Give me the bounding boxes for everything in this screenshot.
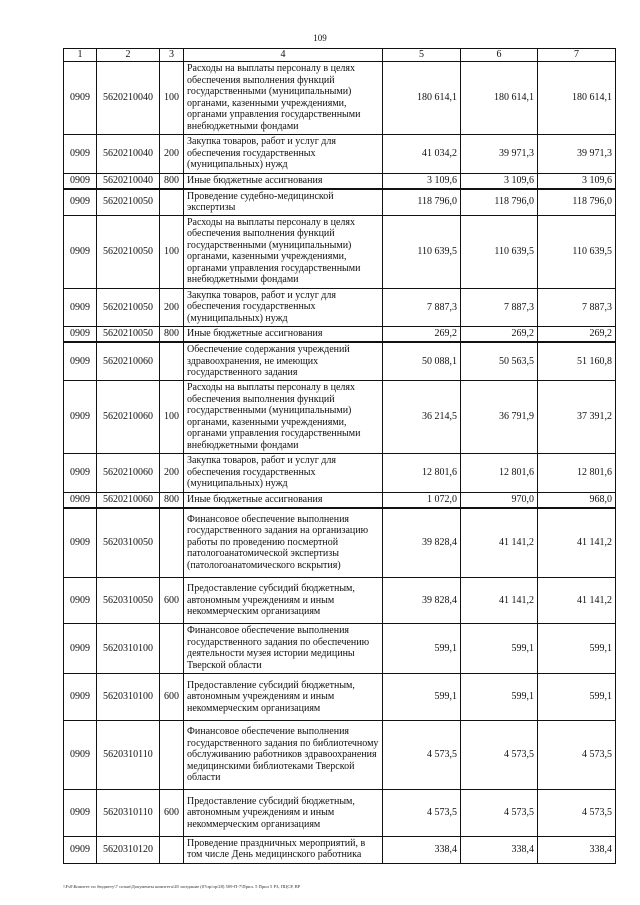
file-path-footer: \\Fs0\Комитет по бюджету\7 созыв\Документы комитета\28 заседание (07пр/ор/28) 509-П-7\Прил. 5 Прил 5 РЗ, ПЦСР, ВР: [63, 884, 301, 889]
value-year-3-cell: 41 141,2: [538, 508, 616, 578]
value-year-1-cell: 599,1: [383, 624, 461, 674]
value-year-2-cell: 39 971,3: [461, 135, 538, 174]
value-year-3-cell: 338,4: [538, 836, 616, 863]
section-code-cell: 0909: [64, 674, 97, 721]
table-row: [64, 720, 616, 790]
target-article-cell: 5620210050: [97, 288, 160, 327]
expense-type-cell: 200: [160, 454, 184, 493]
value-year-3-cell: 110 639,5: [538, 215, 616, 288]
expense-name-cell: Предоставление субсидий бюджетным, автономным учреждениям и иным некоммерческим организациям: [184, 790, 383, 837]
value-year-3-cell: 37 391,2: [538, 381, 616, 454]
section-code-cell: 0909: [64, 215, 97, 288]
expense-name-cell: Закупка товаров, работ и услуг для обеспечения государственных (муниципальных) нужд: [184, 288, 383, 327]
expense-type-cell: [160, 720, 184, 790]
target-article-cell: 5620210060: [97, 381, 160, 454]
expense-type-cell: 600: [160, 790, 184, 837]
section-code-cell: 0909: [64, 173, 97, 189]
target-article-cell: 5620210050: [97, 215, 160, 288]
expense-type-cell: 100: [160, 62, 184, 135]
value-year-2-cell: 269,2: [461, 327, 538, 343]
value-year-1-cell: 118 796,0: [383, 189, 461, 216]
value-year-3-cell: 41 141,2: [538, 577, 616, 624]
budget-table: [63, 48, 616, 864]
expense-type-cell: [160, 836, 184, 863]
table-row: [64, 836, 616, 863]
table-row: [64, 189, 616, 216]
expense-type-cell: [160, 189, 184, 216]
target-article-cell: 5620310050: [97, 508, 160, 578]
expense-name-cell: Закупка товаров, работ и услуг для обеспечения государственных (муниципальных) нужд: [184, 135, 383, 174]
value-year-1-cell: 50 088,1: [383, 342, 461, 381]
section-code-cell: 0909: [64, 720, 97, 790]
section-code-cell: 0909: [64, 508, 97, 578]
value-year-3-cell: 3 109,6: [538, 173, 616, 189]
header-col-2: 2: [97, 49, 160, 62]
expense-name-cell: Финансовое обеспечение выполнения государственного задания по обеспечению деятельности музея истории медицины Тверской области: [184, 624, 383, 674]
value-year-1-cell: 4 573,5: [383, 790, 461, 837]
value-year-1-cell: 3 109,6: [383, 173, 461, 189]
value-year-3-cell: 180 614,1: [538, 62, 616, 135]
table-row: [64, 135, 616, 174]
table-row: [64, 173, 616, 189]
section-code-cell: 0909: [64, 62, 97, 135]
table-row: [64, 577, 616, 624]
table-row: [64, 342, 616, 381]
section-code-cell: 0909: [64, 342, 97, 381]
expense-type-cell: 200: [160, 288, 184, 327]
target-article-cell: 5620210060: [97, 492, 160, 508]
value-year-1-cell: 269,2: [383, 327, 461, 343]
value-year-1-cell: 338,4: [383, 836, 461, 863]
expense-type-cell: [160, 508, 184, 578]
section-code-cell: 0909: [64, 189, 97, 216]
target-article-cell: 5620310110: [97, 790, 160, 837]
header-col-7: 7: [538, 49, 616, 62]
value-year-2-cell: 50 563,5: [461, 342, 538, 381]
value-year-3-cell: 968,0: [538, 492, 616, 508]
target-article-cell: 5620310100: [97, 624, 160, 674]
table-row: [64, 454, 616, 493]
value-year-2-cell: 4 573,5: [461, 790, 538, 837]
value-year-1-cell: 41 034,2: [383, 135, 461, 174]
value-year-2-cell: 110 639,5: [461, 215, 538, 288]
table-body: [64, 62, 616, 864]
expense-type-cell: 200: [160, 135, 184, 174]
table-row: [64, 508, 616, 578]
expense-type-cell: 600: [160, 674, 184, 721]
value-year-1-cell: 599,1: [383, 674, 461, 721]
value-year-1-cell: 4 573,5: [383, 720, 461, 790]
section-code-cell: 0909: [64, 492, 97, 508]
value-year-3-cell: 39 971,3: [538, 135, 616, 174]
table-row: [64, 215, 616, 288]
value-year-2-cell: 599,1: [461, 674, 538, 721]
table-row: [64, 674, 616, 721]
value-year-3-cell: 51 160,8: [538, 342, 616, 381]
target-article-cell: 5620310100: [97, 674, 160, 721]
table-row: [64, 327, 616, 343]
value-year-3-cell: 269,2: [538, 327, 616, 343]
expense-type-cell: [160, 342, 184, 381]
value-year-3-cell: 118 796,0: [538, 189, 616, 216]
value-year-2-cell: 41 141,2: [461, 577, 538, 624]
expense-name-cell: Предоставление субсидий бюджетным, автономным учреждениям и иным некоммерческим организациям: [184, 674, 383, 721]
value-year-2-cell: 180 614,1: [461, 62, 538, 135]
value-year-3-cell: 599,1: [538, 624, 616, 674]
value-year-2-cell: 7 887,3: [461, 288, 538, 327]
expense-name-cell: Финансовое обеспечение выполнения государственного задания по библиотечному обслуживанию работников здравоохранения медицинскими библиотеками Тверской области: [184, 720, 383, 790]
expense-name-cell: Проведение праздничных мероприятий, в том числе День медицинского работника: [184, 836, 383, 863]
expense-name-cell: Иные бюджетные ассигнования: [184, 327, 383, 343]
value-year-1-cell: 7 887,3: [383, 288, 461, 327]
expense-name-cell: Проведение судебно-медицинской экспертизы: [184, 189, 383, 216]
expense-type-cell: 600: [160, 577, 184, 624]
page-number: 109: [313, 33, 327, 43]
table-row: [64, 62, 616, 135]
table-row: [64, 381, 616, 454]
target-article-cell: 5620210060: [97, 454, 160, 493]
value-year-1-cell: 36 214,5: [383, 381, 461, 454]
target-article-cell: 5620210050: [97, 327, 160, 343]
value-year-1-cell: 39 828,4: [383, 577, 461, 624]
header-col-1: 1: [64, 49, 97, 62]
expense-type-cell: 800: [160, 327, 184, 343]
section-code-cell: 0909: [64, 381, 97, 454]
expense-type-cell: 100: [160, 381, 184, 454]
target-article-cell: 5620210040: [97, 135, 160, 174]
target-article-cell: 5620310050: [97, 577, 160, 624]
expense-name-cell: Финансовое обеспечение выполнения государственного задания на организацию работы по проведению посмертной патологоанатомической экспертизы (патологоанатомического вскрытия): [184, 508, 383, 578]
header-row: [64, 49, 616, 62]
value-year-2-cell: 970,0: [461, 492, 538, 508]
expense-name-cell: Иные бюджетные ассигнования: [184, 173, 383, 189]
expense-name-cell: Закупка товаров, работ и услуг для обеспечения государственных (муниципальных) нужд: [184, 454, 383, 493]
value-year-1-cell: 1 072,0: [383, 492, 461, 508]
value-year-1-cell: 12 801,6: [383, 454, 461, 493]
header-col-5: 5: [383, 49, 461, 62]
table-row: [64, 492, 616, 508]
value-year-2-cell: 41 141,2: [461, 508, 538, 578]
expense-name-cell: Предоставление субсидий бюджетным, автономным учреждениям и иным некоммерческим организациям: [184, 577, 383, 624]
section-code-cell: 0909: [64, 454, 97, 493]
header-col-4: 4: [184, 49, 383, 62]
section-code-cell: 0909: [64, 790, 97, 837]
target-article-cell: 5620210040: [97, 173, 160, 189]
value-year-3-cell: 12 801,6: [538, 454, 616, 493]
expense-name-cell: Расходы на выплаты персоналу в целях обеспечения выполнения функций государственными (муниципальными) органами, казенными учреждениями, органами управления государственными внебюджетными фондами: [184, 381, 383, 454]
value-year-2-cell: 4 573,5: [461, 720, 538, 790]
value-year-3-cell: 4 573,5: [538, 720, 616, 790]
value-year-3-cell: 599,1: [538, 674, 616, 721]
table-row: [64, 288, 616, 327]
section-code-cell: 0909: [64, 577, 97, 624]
value-year-2-cell: 12 801,6: [461, 454, 538, 493]
expense-type-cell: [160, 624, 184, 674]
expense-type-cell: 800: [160, 492, 184, 508]
value-year-3-cell: 7 887,3: [538, 288, 616, 327]
value-year-1-cell: 39 828,4: [383, 508, 461, 578]
section-code-cell: 0909: [64, 327, 97, 343]
expense-type-cell: 100: [160, 215, 184, 288]
header-col-3: 3: [160, 49, 184, 62]
expense-name-cell: Обеспечение содержания учреждений здравоохранения, не имеющих государственного задания: [184, 342, 383, 381]
target-article-cell: 5620210060: [97, 342, 160, 381]
section-code-cell: 0909: [64, 135, 97, 174]
expense-name-cell: Расходы на выплаты персоналу в целях обеспечения выполнения функций государственными (муниципальными) органами, казенными учреждениями, органами управления государственными внебюджетными фондами: [184, 62, 383, 135]
expense-name-cell: Иные бюджетные ассигнования: [184, 492, 383, 508]
value-year-2-cell: 3 109,6: [461, 173, 538, 189]
value-year-2-cell: 36 791,9: [461, 381, 538, 454]
expense-name-cell: Расходы на выплаты персоналу в целях обеспечения выполнения функций государственными (муниципальными) органами, казенными учреждениями, органами управления государственными внебюджетными фондами: [184, 215, 383, 288]
value-year-2-cell: 599,1: [461, 624, 538, 674]
value-year-2-cell: 338,4: [461, 836, 538, 863]
value-year-3-cell: 4 573,5: [538, 790, 616, 837]
value-year-1-cell: 110 639,5: [383, 215, 461, 288]
value-year-1-cell: 180 614,1: [383, 62, 461, 135]
target-article-cell: 5620310110: [97, 720, 160, 790]
table-row: [64, 790, 616, 837]
section-code-cell: 0909: [64, 288, 97, 327]
expense-type-cell: 800: [160, 173, 184, 189]
target-article-cell: 5620210040: [97, 62, 160, 135]
header-col-6: 6: [461, 49, 538, 62]
value-year-2-cell: 118 796,0: [461, 189, 538, 216]
table-row: [64, 624, 616, 674]
section-code-cell: 0909: [64, 624, 97, 674]
target-article-cell: 5620210050: [97, 189, 160, 216]
section-code-cell: 0909: [64, 836, 97, 863]
target-article-cell: 5620310120: [97, 836, 160, 863]
